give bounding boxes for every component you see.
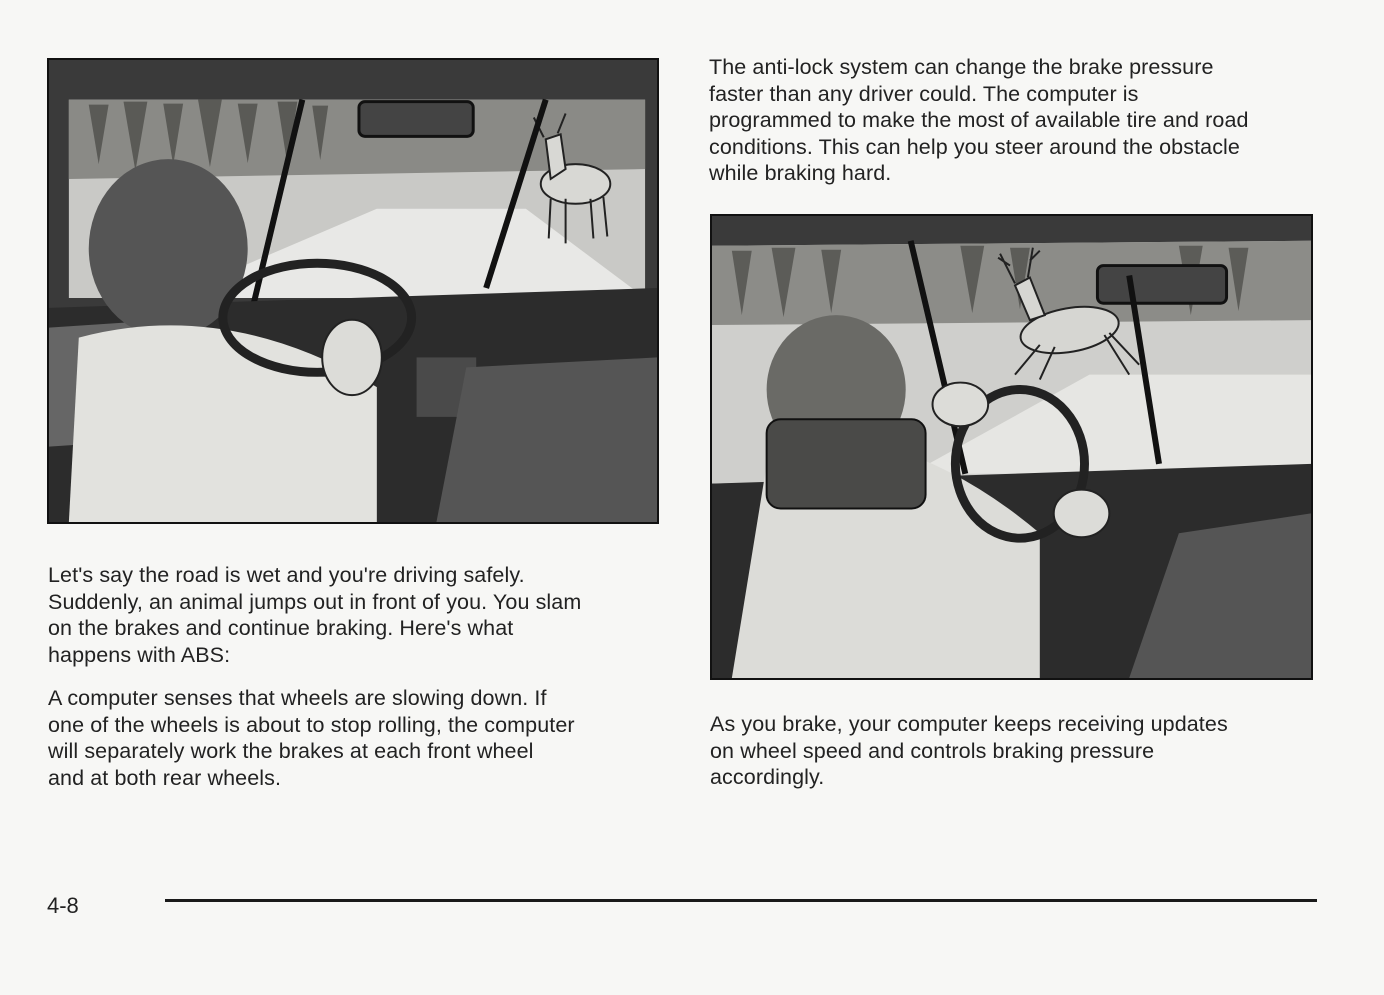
text-line: on wheel speed and controls braking pressure bbox=[710, 738, 1155, 763]
text-line: one of the wheels is about to stop rolling, the computer bbox=[48, 712, 575, 737]
text-line: on the brakes and continue braking. Here's what bbox=[48, 616, 514, 640]
left-paragraph-2 bbox=[48, 685, 575, 791]
footer-divider bbox=[165, 899, 1317, 902]
text-line: Suddenly, an animal jumps out in front of you. You slam bbox=[48, 589, 582, 614]
text-line: Let's say the road is wet and you're driving safely. bbox=[48, 563, 525, 587]
text-line: faster than any driver could. The computer is bbox=[709, 81, 1139, 106]
page-number: 4-8 bbox=[47, 893, 79, 918]
text-line: conditions. This can help you steer around the obstacle bbox=[709, 134, 1240, 159]
text-line: The anti-lock system can change the brake pressure bbox=[709, 55, 1214, 79]
text-line: happens with ABS: bbox=[48, 642, 231, 667]
text-line: As you brake, your computer keeps receiving updates bbox=[710, 712, 1228, 736]
right-paragraph-2 bbox=[710, 711, 1228, 791]
text-line: accordingly. bbox=[710, 765, 825, 789]
illustration-driver-sees-deer bbox=[47, 58, 659, 524]
text-line: while braking hard. bbox=[709, 161, 892, 185]
left-paragraph-1 bbox=[48, 562, 581, 668]
text-line: and at both rear wheels. bbox=[48, 765, 282, 790]
illustration-driver-steers-around-deer bbox=[710, 214, 1313, 680]
text-line: programmed to make the most of available tire and road bbox=[709, 108, 1249, 132]
right-paragraph-1 bbox=[709, 54, 1249, 187]
text-line: A computer senses that wheels are slowing down. If bbox=[48, 686, 547, 710]
text-line: will separately work the brakes at each front wheel bbox=[48, 739, 534, 763]
